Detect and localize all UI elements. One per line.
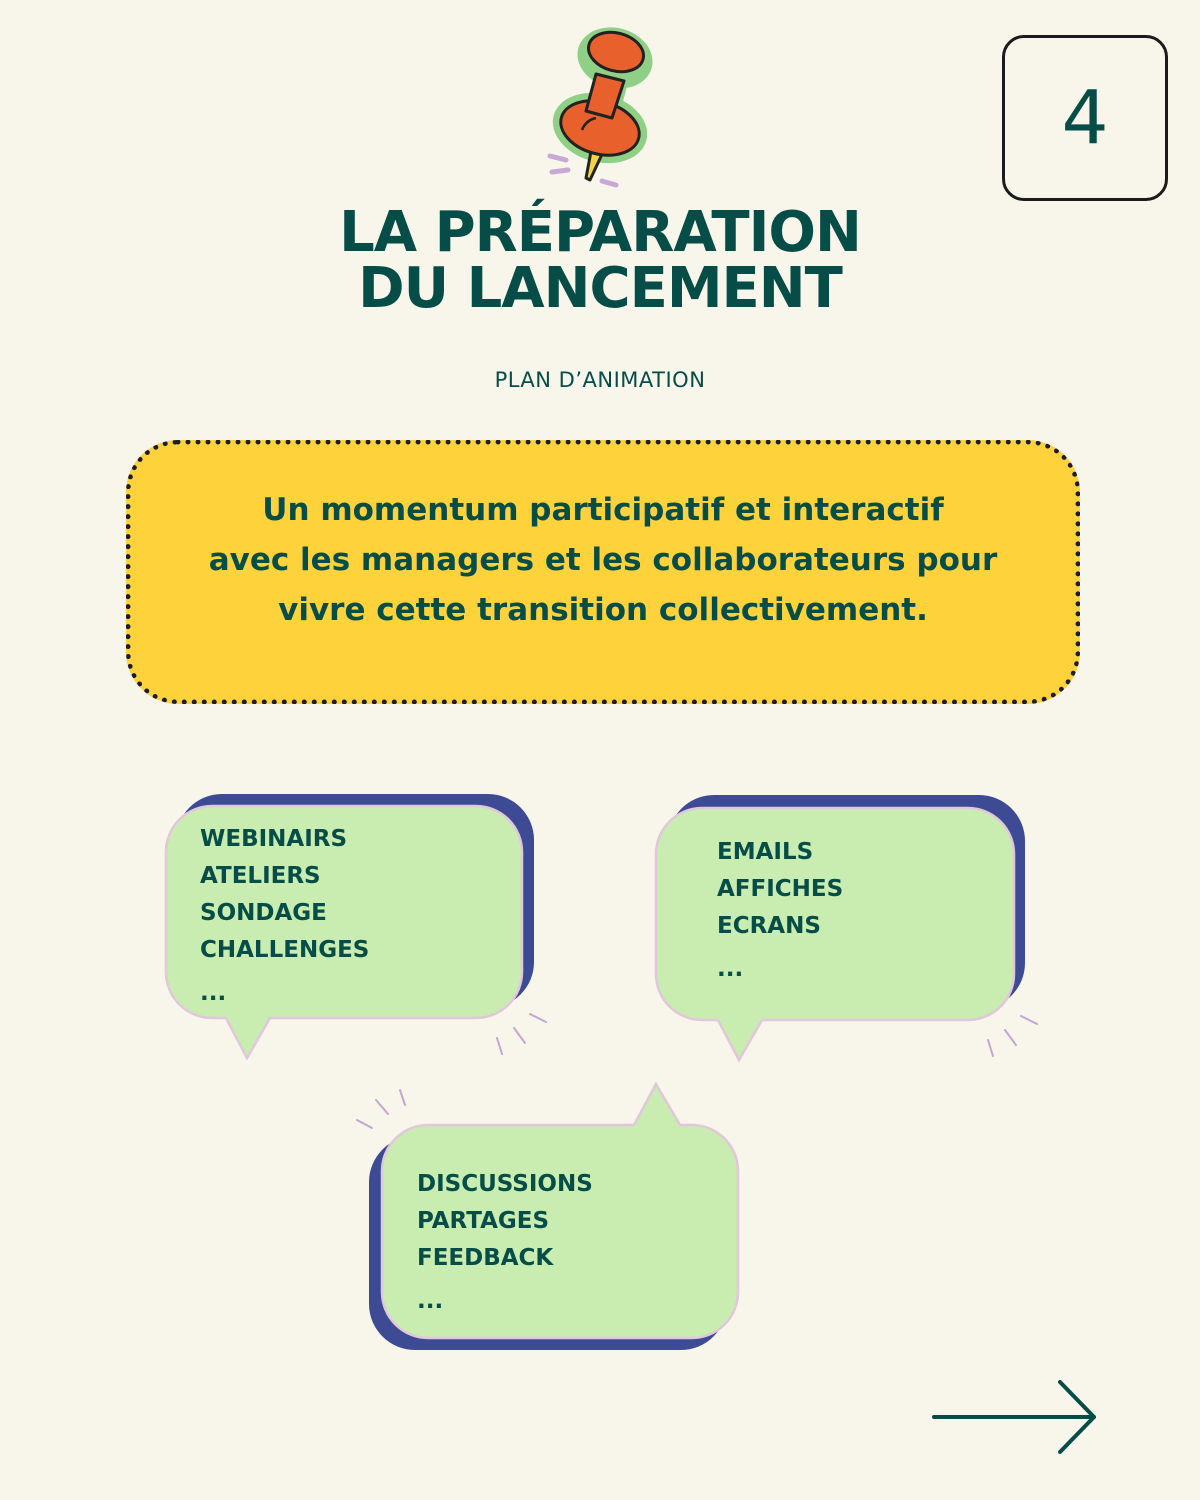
title-line-2: DU LANCEMENT — [358, 256, 842, 321]
list-item: ... — [717, 956, 744, 982]
callout-line-2: avec les managers et les collaborateurs pour — [208, 542, 998, 578]
bubble-exchanges-list — [417, 1166, 593, 1319]
list-item: DISCUSSIONS — [417, 1171, 593, 1197]
title-line-1: LA PRÉPARATION — [339, 200, 861, 265]
list-item: WEBINAIRS — [200, 826, 348, 852]
bubble-channels-list — [717, 834, 843, 987]
list-item: SONDAGE — [200, 900, 327, 926]
bubble-events-list — [200, 821, 369, 1011]
list-item: CHALLENGES — [200, 937, 370, 963]
page-number-badge: 4 — [1002, 35, 1168, 201]
list-item: ... — [417, 1288, 444, 1314]
callout-line-3: vivre cette transition collectivement. — [278, 592, 928, 628]
arrow-right-icon[interactable] — [930, 1378, 1100, 1458]
list-item: ... — [200, 980, 227, 1006]
list-item: ECRANS — [717, 913, 821, 939]
callout-line-1: Un momentum participatif et interactif — [262, 492, 944, 528]
list-item: AFFICHES — [717, 876, 844, 902]
list-item: ATELIERS — [200, 863, 321, 889]
page-subtitle: PLAN D’ANIMATION — [494, 368, 706, 392]
list-item: FEEDBACK — [417, 1245, 554, 1271]
list-item: PARTAGES — [417, 1208, 550, 1234]
list-item: EMAILS — [717, 839, 814, 865]
speech-bubble-channels-shape — [656, 795, 1037, 1060]
